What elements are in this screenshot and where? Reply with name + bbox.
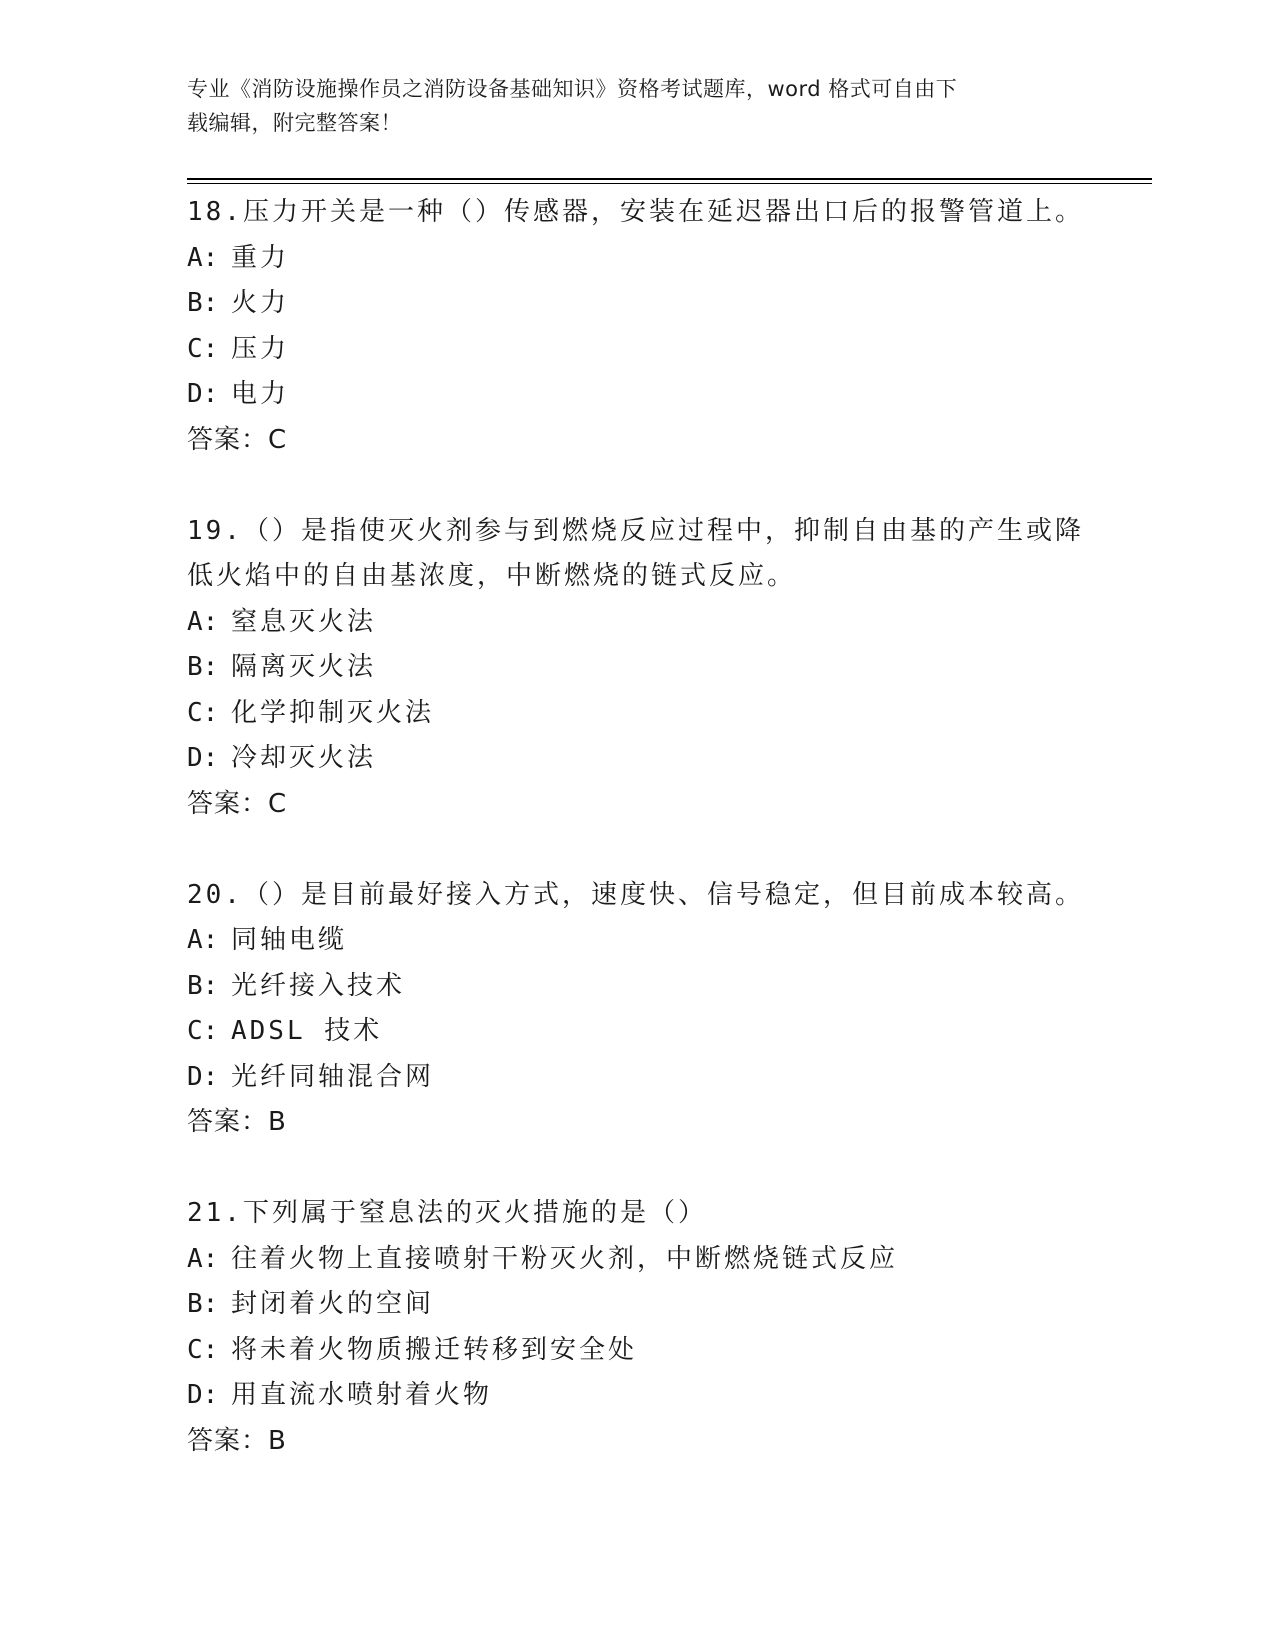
option-b [187,281,1087,327]
document-header [187,72,1087,140]
question-block [187,190,1087,463]
question-stem: 21.下列属于窒息法的灭火措施的是（） [187,1198,707,1228]
option-d [187,736,1087,782]
option-text: 往着火物上直接喷射干粉灭火剂，中断燃烧链式反应 [231,1243,899,1274]
option-text: 重力 [231,242,290,273]
option-key: C: [187,333,219,364]
option-text: 光纤同轴混合网 [231,1061,435,1092]
option-d [187,372,1087,418]
question-stem: 20.（）是目前最好接入方式，速度快、信号稳定，但目前成本较高。 [187,879,1084,910]
option-a [187,600,1087,646]
option-c [187,1328,1087,1374]
option-key: D: [187,743,219,773]
option-key: D: [187,1380,219,1410]
option-text: 火力 [231,288,290,318]
option-c [187,1009,1087,1055]
option-text: 压力 [231,333,290,364]
option-text: 用直流水喷射着火物 [231,1380,493,1410]
option-c [187,691,1087,737]
question-stem-continued: 低火焰中的自由基浓度，中断燃烧的链式反应。 [187,561,797,591]
option-key: B: [187,288,219,318]
header-divider [187,178,1152,180]
option-key: A: [187,1243,219,1274]
option-text: 窒息灭火法 [231,606,377,637]
option-key: D: [187,1061,219,1092]
option-d [187,1373,1087,1419]
question-stem: 18.压力开关是一种（）传感器，安装在延迟器出口后的报警管道上。 [187,197,1084,227]
option-b [187,1282,1087,1328]
question-block [187,1191,1087,1464]
spacer [187,1146,1087,1192]
option-key: D: [187,379,219,409]
option-text: 同轴电缆 [231,925,348,955]
answer-line: 答案：B [187,1425,287,1456]
spacer [187,827,1087,873]
question-stem: 19.（）是指使灭火剂参与到燃烧反应过程中，抑制自由基的产生或降 [187,515,1084,546]
option-key: A: [187,606,219,637]
option-key: C: [187,697,219,728]
question-block [187,873,1087,1146]
answer-line: 答案：C [187,788,288,819]
option-key: A: [187,925,219,955]
spacer [187,463,1087,509]
question-block [187,509,1087,828]
option-a [187,1237,1087,1283]
option-text: 电力 [231,379,290,409]
option-key: B: [187,1289,219,1319]
option-text: 化学抑制灭火法 [231,697,435,728]
option-text: 封闭着火的空间 [231,1289,435,1319]
answer-line: 答案：C [187,424,288,455]
header-line-2: 载编辑，附完整答案！ [187,111,402,135]
option-text: 冷却灭火法 [231,743,377,773]
option-a [187,918,1087,964]
option-key: C: [187,1016,219,1046]
option-a [187,236,1087,282]
answer-line: 答案：B [187,1107,287,1137]
option-key: B: [187,652,219,682]
option-b [187,645,1087,691]
option-text: 光纤接入技术 [231,970,406,1001]
option-key: B: [187,970,219,1001]
option-text: ADSL 技术 [231,1016,383,1046]
question-list [187,190,1087,1464]
header-divider-thin [187,183,1152,184]
option-text: 将未着火物质搬迁转移到安全处 [231,1334,638,1365]
header-line-1: 专业《消防设施操作员之消防设备基础知识》资格考试题库，word 格式可自由下 [187,77,958,101]
option-b [187,964,1087,1010]
option-key: A: [187,242,219,273]
option-text: 隔离灭火法 [231,652,377,682]
option-key: C: [187,1334,219,1365]
option-c [187,327,1087,373]
option-d [187,1055,1087,1101]
